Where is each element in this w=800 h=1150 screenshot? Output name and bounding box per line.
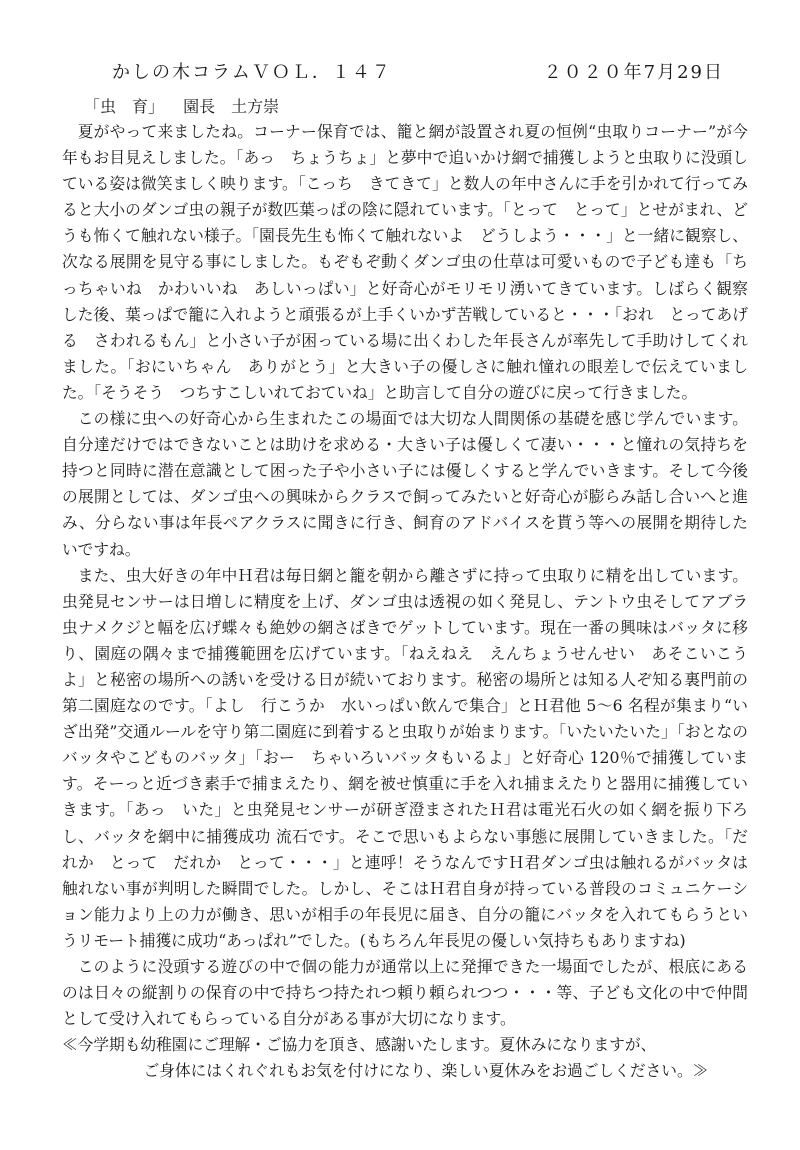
closing-note [62,1032,748,1084]
author-name: 園長 土方崇 [183,97,280,116]
column-heading: 「虫 育」 [84,97,165,116]
paragraph: この様に虫への好奇心から生まれたこの場面では大切な人間関係の基礎を感じ学んでいます。自分達だけではできないことは助けを求める・大きい子は優しくて凄い・・・と憧れの気持ちを持つと同時に潜在意識として困った子や小さい子には優しくすると学んでいきます。そして今後の展開としては、ダンゴ虫への興味からクラスで飼ってみたいと好奇心が膨らみ話し合いへと進み、分らない事は年長ペアクラスに聞きに行き、飼育のアドバイスを貰う等への展開を期待したいですね。 [62,409,748,559]
byline [62,94,748,117]
header [62,58,748,84]
column-body [62,119,748,1032]
paragraph: また、虫大好きの年中Ｈ君は毎日網と籠を朝から離さずに持って虫取りに精を出しています。虫発見センサーは日増しに精度を上げ、ダンゴ虫は透視の如く発見し、テントウ虫そしてアブラ虫ナメクジと幅を広げ蝶々も絶妙の網さばきでゲットしています。現在一番の興味はバッタに移り、園庭の隅々まで捕獲範囲を広げています。「ねえねえ えんちょうせんせい あそこいこうよ」と秘密の場所への誘いを受ける日が続いております。秘密の場所とは知る人ぞ知る裏門前の第二園庭なのです。「よし 行こうか 水いっぱい飲んで集合」とＨ君他 5～6 名程が集まり“いざ出発”交通ルールを守り第二園庭に到着すると虫取りが始まります。「いたいたいた」「おとなのバッタやこどものバッタ」「おー ちゃいろいバッタもいるよ」と好奇心 120％で捕獲しています。そーっと近づき素手で捕まえたり、網を被せ慎重に手を入れ捕まえたりと器用に捕獲していきます。「あっ いた」と虫発見センサーが研ぎ澄まされたＨ君は電光石火の如く網を振り下ろし、バッタを網中に捕獲成功 流石です。そこで思いもよらない事態に展開していきました。「だれか とって だれか とって・・・」と連呼！そうなんですＨ君ダンゴ虫は触れるがバッタは触れない事が判明した瞬間でした。しかし、そこはＨ君自身が持っている普段のコミュニケーション能力より上の力が働き、思いが相手の年長児に届き、自分の籠にバッタを入れてもらうというリモート捕獲に成功“あっぱれ”でした。(もちろん年長児の優しい気持ちもありますね) [62,565,748,950]
closing-line: ご身体にはくれぐれもお気を付けになり、楽しい夏休みをお過ごしください。≫ [143,1061,709,1081]
paragraph: このように没頭する遊びの中で個の能力が通常以上に発揮できた一場面でしたが、根底にあるのは日々の縦割りの保育の中で持ちつ持たれつ頼り頼られつつ・・・等、子ども文化の中で仲間として受け入れてもらっている自分がある事が大切になります。 [62,957,748,1029]
column-title: かしの木コラムＶＯＬ．１４７ [112,62,392,83]
issue-date: ２０２０年7月29日 [543,62,724,83]
closing-line: ≪今学期も幼稚園にご理解・ご協力を頂き、感謝いたします。夏休みになりますが、 [62,1035,657,1055]
paragraph: 夏がやって来ましたね。コーナー保育では、籠と網が設置され夏の恒例“虫取りコーナー”が今年もお目見えしました。「あっ ちょうちょ」と夢中で追いかけ網で捕獲しようと虫取りに没頭している姿は微笑ましく映ります。「こっち きてきて」と数人の年中さんに手を引かれて行ってみると大小のダンゴ虫の親子が数匹葉っぱの陰に隠れています。「とって とって」とせがまれ、どうも怖くて触れない様子。「園長先生も怖くて触れないよ どうしよう・・・」と一緒に観察し、次なる展開を見守る事にしました。もぞもぞ動くダンゴ虫の仕草は可愛いもので子ども達も「ちっちゃいね かわいいね あしいっぱい」と好奇心がモリモリ湧いてきています。しばらく観察した後、葉っぱで籠に入れようと頑張るが上手くいかず苦戦していると・・・「おれ とってあげる さわれるもん」と小さい子が困っている場に出くわした年長さんが率先して手助けしてくれました。「おにいちゃん ありがとう」と大きい子の優しさに触れ憧れの眼差しで伝えていました。「そうそう つちすこしいれておていね」と助言して自分の遊びに戻って行きました。 [62,122,748,402]
